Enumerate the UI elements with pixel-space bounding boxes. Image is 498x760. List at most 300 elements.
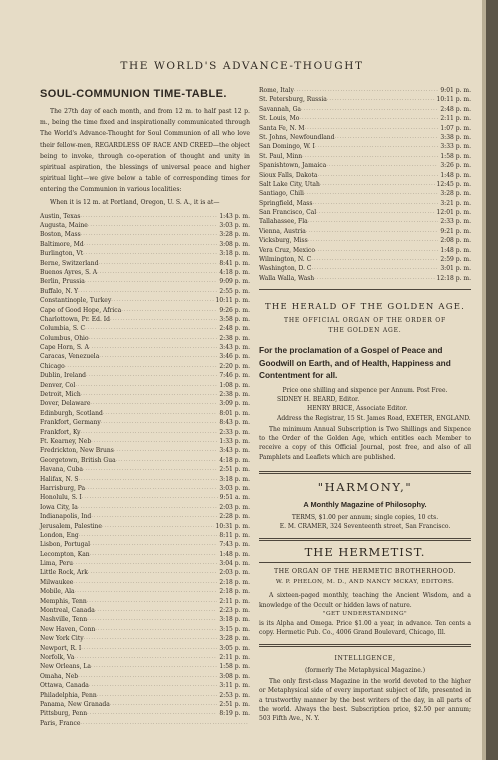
timetable-time: 4:18 p. m.	[219, 268, 250, 276]
leader-dots	[75, 587, 218, 596]
leader-dots	[88, 221, 218, 230]
timetable-city: Spanishtown, Jamaica	[259, 162, 327, 170]
timetable-city: Denver, Col	[40, 381, 76, 389]
timetable-row	[40, 362, 250, 371]
timetable-time: 1:33 p. m.	[219, 437, 250, 445]
timetable-time: 2:51 p. m.	[219, 466, 250, 474]
timetable-city: Georgetown, British Gua	[40, 456, 116, 464]
timetable-time: 3:11 p. m.	[219, 682, 250, 690]
divider	[259, 289, 471, 290]
timetable-city: Philadelphia, Penn	[40, 691, 97, 699]
leader-dots	[304, 189, 438, 198]
timetable-city: Panama, New Granada	[40, 700, 110, 708]
timetable-row	[40, 550, 250, 559]
timetable-time: 2:20 p. m.	[219, 362, 250, 370]
timetable-time: 2:38 p. m.	[219, 334, 250, 342]
timetable-title: SOUL-COMMUNION TIME-TABLE.	[40, 88, 227, 100]
leader-dots	[308, 236, 439, 245]
timetable-time: 9:01 p. m.	[440, 86, 471, 94]
timetable-row	[40, 484, 250, 493]
leader-dots	[65, 362, 218, 371]
timetable-row	[259, 208, 471, 217]
leader-dots	[84, 634, 218, 643]
timetable-city: Iowa City, Ia	[40, 503, 78, 511]
timetable-row	[40, 475, 250, 484]
timetable-time: 3:28 p. m.	[440, 190, 471, 198]
leader-dots	[326, 161, 438, 170]
timetable-row	[259, 105, 471, 114]
timetable-time: 3:28 p. m.	[219, 635, 250, 643]
timetable-row	[259, 264, 471, 273]
leader-dots	[80, 212, 217, 221]
timetable-time: 8:01 p. m.	[219, 409, 250, 417]
timetable-time: 3:01 p. m.	[440, 265, 471, 273]
timetable-row	[40, 381, 250, 390]
timetable-city: St. Petersburg, Russia	[259, 96, 327, 104]
timetable-row	[40, 531, 250, 540]
timetable-row	[40, 522, 250, 531]
leader-dots	[306, 227, 438, 236]
right-column	[259, 86, 471, 724]
timetable-city: Berne, Switzerland	[40, 259, 99, 267]
leader-dots	[81, 390, 218, 399]
leader-dots	[327, 95, 435, 104]
timetable-time: 3:33 p. m.	[440, 143, 471, 151]
timetable-row	[40, 559, 250, 568]
timetable-time: 2:08 p. m.	[440, 237, 471, 245]
timetable-city: Memphis, Tenn	[40, 597, 87, 605]
timetable-time: 2:03 p. m.	[219, 569, 250, 577]
timetable-time: 3:03 p. m.	[219, 484, 250, 492]
herald-associate-editor: HENRY BRICE, Associate Editor.	[307, 405, 408, 413]
timetable-time: 3:03 p. m.	[219, 222, 250, 229]
timetable-city: London, Eng	[40, 531, 79, 539]
timetable-row	[259, 86, 471, 95]
leader-dots	[308, 217, 439, 226]
leader-dots	[315, 142, 438, 151]
timetable-city: New York City	[40, 635, 84, 643]
timetable-row	[40, 418, 250, 427]
timetable-city: Burlington, Vt	[40, 250, 84, 258]
timetable-city: Honolulu, S. I	[40, 494, 82, 502]
leader-dots	[81, 428, 218, 437]
timetable-city: Augusta, Maine	[40, 222, 88, 229]
timetable-city: New Orleans, La	[40, 663, 91, 671]
leader-dots	[75, 381, 217, 390]
timetable-row	[40, 625, 250, 634]
timetable-city: Santiago, Chili	[259, 190, 304, 198]
timetable-time: 8:11 p. m.	[219, 531, 250, 539]
timetable-city: Tallahassee, Fla	[259, 218, 308, 226]
timetable-city: Vera Cruz, Mexico	[259, 246, 315, 254]
timetable-city: Jerusalem, Palestine	[40, 522, 102, 530]
running-header: THE WORLD'S ADVANCE-THOUGHT	[120, 60, 364, 72]
timetable-row	[40, 446, 250, 455]
timetable-city: Ottawa, Canada	[40, 682, 89, 690]
timetable-row	[40, 343, 250, 352]
timetable-city: Havana, Cuba	[40, 466, 83, 474]
herald-price: Price one shilling and sixpence per Annum. Post Free.	[282, 386, 448, 394]
timetable-city: Columbus, Ohio	[40, 334, 89, 342]
timetable-time: 8:19 p. m.	[219, 710, 250, 718]
leader-dots	[294, 86, 439, 95]
leader-dots	[299, 114, 438, 123]
leader-dots	[101, 418, 218, 427]
leader-dots	[312, 199, 438, 208]
timetable-city: Halifax, N. S	[40, 475, 79, 483]
leader-dots	[99, 352, 217, 361]
timetable-city: Santa Fe, N. M	[259, 124, 305, 132]
divider	[259, 562, 471, 563]
leader-dots	[311, 255, 438, 264]
timetable-list-left	[40, 212, 250, 728]
timetable-row	[40, 230, 250, 239]
timetable-row	[259, 95, 471, 104]
leader-dots	[91, 662, 217, 671]
timetable-time: 2:11 p. m.	[440, 115, 471, 123]
timetable-row	[40, 212, 250, 221]
leader-dots	[89, 343, 217, 352]
timetable-time: 1:07 p. m.	[440, 124, 471, 132]
intelligence-section	[259, 655, 471, 724]
timetable-row	[259, 180, 471, 189]
timetable-city: Cape of Good Hope, Africa	[40, 306, 122, 314]
timetable-row	[40, 540, 250, 549]
timetable-row	[259, 274, 471, 283]
leader-dots	[85, 484, 217, 493]
divider	[259, 644, 471, 647]
timetable-row	[40, 296, 250, 305]
leader-dots	[85, 277, 218, 286]
timetable-time: 3:15 p. m.	[219, 625, 250, 633]
timetable-city: Indianapolis, Ind	[40, 513, 92, 521]
timetable-row	[259, 246, 471, 255]
timetable-city: Caracas, Venezuela	[40, 353, 100, 361]
timetable-time: 8:41 p. m.	[219, 259, 250, 267]
hermetist-title: THE HERMETIST.	[304, 544, 426, 559]
timetable-city: Detroit, Mich	[40, 391, 81, 399]
timetable-intro: The 27th day of each month, and from 12 m. to half past 12 p. m., being the time fixed and inspirationally communicated through The World's Advance-Thought for Soul Communion of all who love their fellow-men, REGARDLESS OF RACE AND CREED—the object being to invoke, through co-operation of thought and unity in spiritual aspiration, the blessings of universal peace and higher spiritual light—we give below a table of corresponding times for entering the Communion in various localities:	[40, 108, 250, 194]
leader-dots	[83, 465, 217, 474]
timetable-city: San Francisco, Cal	[259, 209, 317, 217]
timetable-city: Mobile, Ala	[40, 588, 75, 596]
timetable-time: 10:31 p. m.	[215, 522, 250, 530]
timetable-time: 3:38 p. m.	[440, 133, 471, 141]
leader-dots	[78, 503, 217, 512]
leader-dots	[73, 559, 217, 568]
leader-dots	[335, 133, 439, 142]
timetable-city: Austin, Texas	[40, 212, 81, 220]
timetable-row	[40, 324, 250, 333]
timetable-time: 1:08 p. m.	[219, 381, 250, 389]
leader-dots	[80, 719, 248, 728]
timetable-row	[259, 227, 471, 236]
leader-dots	[78, 287, 217, 296]
leader-dots	[318, 171, 439, 180]
timetable-row	[259, 255, 471, 264]
timetable-time: 3:43 p. m.	[219, 344, 250, 352]
timetable-city: Pittsburg, Penn	[40, 710, 88, 718]
herald-subtitle: THE OFFICIAL ORGAN OF THE ORDER OF THE GOLDEN AGE.	[284, 317, 446, 335]
timetable-time: 2:18 p. m.	[219, 588, 250, 596]
leader-dots	[87, 709, 217, 718]
leader-dots	[301, 105, 438, 114]
timetable-row	[40, 399, 250, 408]
leader-dots	[78, 475, 217, 484]
timetable-time: 3:18 p. m.	[219, 250, 250, 258]
timetable-time: 10:11 p. m.	[215, 297, 250, 305]
timetable-row	[40, 719, 250, 728]
timetable-city: Cape Horn, S. A	[40, 344, 89, 352]
leader-dots	[312, 264, 439, 273]
intelligence-formerly: (formerly The Metaphysical Magazine.)	[304, 666, 426, 674]
harmony-section	[259, 480, 471, 532]
leader-dots	[81, 230, 218, 239]
herald-body: The minimum Annual Subscription is Two Shillings and Sixpence to the Order of the Golden Age, which entitles each Member to receive a copy of this Official Journal, post free, and also of all Pamphlets and Leaflets which are published.	[259, 425, 471, 461]
leader-dots	[316, 208, 434, 217]
timetable-row	[40, 672, 250, 681]
timetable-row	[40, 352, 250, 361]
timetable-time: 4:18 p. m.	[219, 456, 250, 464]
timetable-row	[259, 152, 471, 161]
timetable-city: Little Rock, Ark	[40, 569, 88, 577]
leader-dots	[97, 268, 217, 277]
timetable-row	[40, 503, 250, 512]
timetable-row	[40, 597, 250, 606]
timetable-time: 2:18 p. m.	[219, 578, 250, 586]
harmony-subtitle: A Monthly Magazine of Philosophy.	[303, 500, 427, 510]
leader-dots	[79, 531, 218, 540]
herald-address: Address the Registrar, 15 St. James Road, EXETER, ENGLAND.	[277, 414, 471, 422]
timetable-city: St. Johns, Newfoundland	[259, 133, 335, 141]
timetable-row	[40, 653, 250, 662]
timetable-row	[40, 277, 250, 286]
timetable-city: Sioux Falls, Dakota	[259, 171, 318, 179]
timetable-time: 3:18 p. m.	[219, 616, 250, 624]
timetable-row	[40, 428, 250, 437]
leader-dots	[95, 625, 217, 634]
left-column	[40, 86, 250, 728]
timetable-row	[40, 662, 250, 671]
timetable-time: 3:18 p. m.	[219, 475, 250, 483]
divider	[259, 471, 471, 474]
hermetist-motto: "GET UNDERSTANDING"	[322, 610, 408, 617]
timetable-row	[40, 306, 250, 315]
leader-dots	[304, 124, 438, 133]
timetable-city: New Haven, Conn	[40, 625, 96, 633]
timetable-city: Lisbon, Portugal	[40, 541, 91, 549]
hermetist-subtitle: THE ORGAN OF THE HERMETIC BROTHERHOOD.	[274, 567, 456, 575]
timetable-row	[40, 315, 250, 324]
leader-dots	[73, 578, 217, 587]
timetable-city: Lecompton, Kan	[40, 550, 90, 558]
timetable-row	[40, 287, 250, 296]
timetable-row	[40, 578, 250, 587]
leader-dots	[89, 681, 217, 690]
timetable-city: Lima, Peru	[40, 560, 74, 568]
timetable-time: 10:11 p. m.	[436, 96, 471, 104]
timetable-time: 3:05 p. m.	[219, 644, 250, 652]
hermetist-description: A sixteen-paged monthly, teaching the Ancient Wisdom, and a knowledge of the Occult or hidden laws of nature.	[259, 592, 471, 609]
timetable-time: 2:33 p. m.	[440, 218, 471, 226]
leader-dots	[90, 550, 218, 559]
timetable-time: 1:48 p. m.	[440, 171, 471, 179]
timetable-row	[40, 634, 250, 643]
leader-dots	[97, 691, 218, 700]
timetable-city: Montreal, Canada	[40, 607, 95, 615]
timetable-city: Ft. Kearney, Neb	[40, 437, 92, 445]
timetable-city: Newport, R. I	[40, 644, 82, 652]
intelligence-title: INTELLIGENCE,	[334, 654, 396, 662]
timetable-row	[40, 493, 250, 502]
timetable-row	[259, 124, 471, 133]
timetable-city: Chicago	[40, 362, 65, 370]
timetable-time: 2:03 p. m.	[219, 503, 250, 511]
leader-dots	[85, 324, 217, 333]
timetable-time: 2:48 p. m.	[440, 105, 471, 113]
timetable-city: Harrisburg, Pa	[40, 484, 86, 492]
timetable-row	[40, 681, 250, 690]
divider	[259, 538, 471, 541]
timetable-city: Frankfort, Ky	[40, 428, 81, 436]
timetable-row	[259, 171, 471, 180]
timetable-list-right	[259, 86, 471, 283]
timetable-city: Savannah, Ga	[259, 105, 302, 113]
timetable-row	[40, 568, 250, 577]
timetable-time: 2:53 p. m.	[219, 691, 250, 699]
timetable-city: Springfield, Mass	[259, 199, 313, 207]
timetable-time: 1:48 p. m.	[440, 246, 471, 254]
leader-dots	[102, 522, 214, 531]
timetable-row	[40, 691, 250, 700]
hermetist-editors: W. P. PHELON, M. D., AND NANCY MCKAY, EDITORS.	[275, 578, 455, 585]
timetable-city: Boston, Mass	[40, 231, 81, 239]
timetable-city: Walla Walla, Wash	[259, 274, 315, 282]
timetable-city: Salt Lake City, Utah	[259, 180, 320, 188]
timetable-time: 3:28 p. m.	[219, 231, 250, 239]
leader-dots	[314, 274, 434, 283]
leader-dots	[91, 512, 217, 521]
timetable-time: 12:18 p. m.	[436, 274, 471, 282]
timetable-city: Rome, Italy	[259, 86, 294, 94]
timetable-time: 3:43 p. m.	[219, 447, 250, 455]
timetable-row	[40, 334, 250, 343]
leader-dots	[95, 606, 218, 615]
timetable-row	[40, 390, 250, 399]
timetable-row	[259, 114, 471, 123]
timetable-time: 2:23 p. m.	[219, 607, 250, 615]
timetable-intro-reference: When it is 12 m. at Portland, Oregon, U. S. A., it is at—	[50, 198, 220, 206]
leader-dots	[78, 672, 217, 681]
leader-dots	[74, 653, 217, 662]
timetable-row	[40, 409, 250, 418]
timetable-city: Buffalo, N. Y	[40, 287, 79, 295]
leader-dots	[81, 644, 217, 653]
timetable-time: 9:09 p. m.	[219, 278, 250, 286]
timetable-city: Paris, France	[40, 719, 81, 727]
leader-dots	[111, 296, 213, 305]
leader-dots	[86, 371, 217, 380]
timetable-row	[259, 199, 471, 208]
leader-dots	[315, 246, 438, 255]
timetable-row	[259, 142, 471, 151]
harmony-title: "HARMONY,"	[317, 480, 413, 495]
hermetist-section	[259, 545, 471, 638]
leader-dots	[87, 597, 218, 606]
timetable-row	[40, 268, 250, 277]
timetable-row	[259, 133, 471, 142]
timetable-time: 2:55 p. m.	[219, 287, 250, 295]
leader-dots	[90, 399, 217, 408]
timetable-time: 3:08 p. m.	[219, 240, 250, 248]
leader-dots	[98, 259, 217, 268]
timetable-city: Vicksburg, Miss	[259, 237, 308, 245]
leader-dots	[116, 456, 218, 465]
herald-tagline: For the proclamation of a Gospel of Peace and Goodwill on Earth, and of Health, Happiness and Contentment for all.	[259, 345, 451, 381]
timetable-city: Constantinople, Turkey	[40, 297, 112, 305]
timetable-city: Wilmington, N. C	[259, 256, 312, 264]
timetable-time: 8:43 p. m.	[219, 419, 250, 427]
timetable-row	[259, 189, 471, 198]
herald-section	[259, 302, 471, 462]
timetable-city: Charlottown, Pr. Ed. Id	[40, 315, 110, 323]
timetable-time: 9:26 p. m.	[219, 306, 250, 314]
timetable-row	[40, 465, 250, 474]
leader-dots	[89, 334, 218, 343]
timetable-row	[40, 709, 250, 718]
timetable-row	[40, 456, 250, 465]
timetable-city: Edinburgh, Scotland	[40, 409, 103, 417]
leader-dots	[83, 249, 217, 258]
timetable-row	[259, 161, 471, 170]
leader-dots	[121, 306, 217, 315]
leader-dots	[103, 409, 218, 418]
timetable-city: Norfolk, Va	[40, 653, 75, 661]
leader-dots	[82, 493, 218, 502]
timetable-time: 2:11 p. m.	[219, 597, 250, 605]
timetable-row	[40, 371, 250, 380]
leader-dots	[91, 437, 217, 446]
timetable-city: Nashville, Tenn	[40, 616, 88, 624]
timetable-row	[40, 249, 250, 258]
intelligence-body: The only first-class Magazine in the world devoted to the higher or Metaphysical side of every important subject of life, presented in a trustworthy manner by the best writers of the day, in all parts of the world. Always the best. Subscription price, $2.50 per annum; 503 Fifth Ave., N. Y.	[259, 678, 471, 723]
timetable-city: Baltimore, Md	[40, 240, 84, 248]
timetable-row	[40, 221, 250, 230]
timetable-time: 1:58 p. m.	[440, 152, 471, 160]
leader-dots	[90, 540, 217, 549]
timetable-time: 2:33 p. m.	[219, 428, 250, 436]
hermetist-pricing: is its Alpha and Omega. Price $1.00 a year, in advance. Ten cents a copy. Hermetic Pub. Co., 4006 Grand Boulevard, Chicago, Ill.	[259, 620, 471, 637]
timetable-row	[40, 615, 250, 624]
timetable-city: Vienna, Austria	[259, 227, 306, 235]
timetable-time: 2:51 p. m.	[219, 700, 250, 708]
leader-dots	[88, 568, 217, 577]
timetable-city: Buenos Ayres, S. A	[40, 268, 98, 276]
timetable-city: Milwaukee	[40, 578, 74, 586]
timetable-row	[259, 217, 471, 226]
timetable-city: St. Paul, Minn	[259, 152, 303, 160]
timetable-time: 1:48 p. m.	[219, 550, 250, 558]
harmony-terms: TERMS, $1.00 per annum; single copies, 10 cts.	[291, 514, 439, 522]
leader-dots	[302, 152, 438, 161]
leader-dots	[114, 446, 218, 455]
timetable-city: San Domingo, W. I	[259, 143, 315, 151]
timetable-city: Omaha, Neb	[40, 672, 79, 680]
timetable-time: 9:21 p. m.	[440, 227, 471, 235]
timetable-row	[40, 700, 250, 709]
timetable-row	[259, 236, 471, 245]
timetable-time: 2:48 p. m.	[219, 325, 250, 333]
